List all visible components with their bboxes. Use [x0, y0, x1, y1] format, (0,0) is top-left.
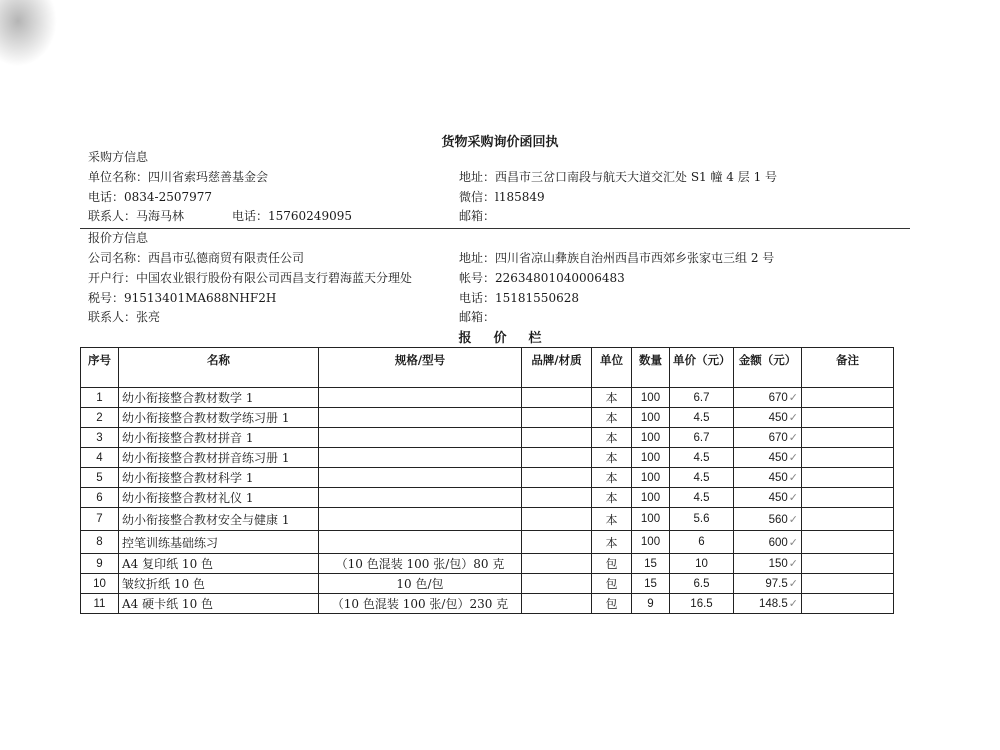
cell-amount [734, 488, 802, 508]
checkmark-icon: ✓ [788, 577, 798, 590]
cell-name: 幼小衔接整合教材科学 1 [119, 468, 319, 488]
cell-amount [734, 594, 802, 614]
amount-value: 97.5 [765, 578, 788, 590]
cell-name: A4 复印纸 10 色 [119, 554, 319, 574]
cell-unit: 本 [592, 448, 632, 468]
cell-unit: 本 [592, 408, 632, 428]
cell-qty: 100 [632, 408, 670, 428]
quote-heading: 报价栏 [458, 331, 564, 346]
cell-price: 16.5 [670, 594, 734, 614]
cell-amount [734, 468, 802, 488]
checkmark-icon: ✓ [788, 411, 798, 424]
header-note: 备注 [802, 348, 894, 388]
cell-qty: 100 [632, 468, 670, 488]
table-row [81, 531, 894, 554]
cell-brand [522, 594, 592, 614]
document-title: 货物采购询价函回执 [441, 135, 559, 150]
cell-spec: （10 色混装 100 张/包）230 克 [319, 594, 522, 614]
quoter-tax-id: 税号：91513401MA688NHF2H [88, 291, 277, 305]
quoter-account: 帐号：22634801040006483 [459, 271, 625, 285]
cell-seq: 9 [81, 554, 119, 574]
buyer-contact: 联系人：马海马林 [88, 209, 185, 223]
cell-brand [522, 554, 592, 574]
buyer-wechat: 微信：l185849 [459, 190, 545, 204]
cell-unit: 本 [592, 428, 632, 448]
cell-price: 10 [670, 554, 734, 574]
cell-note [802, 488, 894, 508]
cell-seq: 10 [81, 574, 119, 594]
checkmark-icon: ✓ [788, 391, 798, 404]
buyer-phone: 电话：0834-2507977 [88, 190, 213, 204]
cell-qty: 100 [632, 448, 670, 468]
cell-qty: 100 [632, 508, 670, 531]
cell-note [802, 574, 894, 594]
buyer-unit-name: 单位名称：四川省索玛慈善基金会 [88, 170, 269, 184]
cell-price: 6.7 [670, 388, 734, 408]
amount-value: 450 [768, 492, 788, 504]
cell-note [802, 531, 894, 554]
cell-spec [319, 488, 522, 508]
cell-name: 幼小衔接整合教材安全与健康 1 [119, 508, 319, 531]
cell-brand [522, 428, 592, 448]
cell-unit: 本 [592, 488, 632, 508]
amount-value: 150 [768, 558, 788, 570]
cell-price: 6.5 [670, 574, 734, 594]
quoter-email: 邮箱： [459, 310, 496, 324]
quoter-bank: 开户行：中国农业银行股份有限公司西昌支行碧海蓝天分理处 [88, 271, 413, 285]
scan-smudge [0, 0, 60, 70]
cell-brand [522, 388, 592, 408]
cell-price: 6 [670, 531, 734, 554]
checkmark-icon: ✓ [788, 512, 798, 526]
cell-name: A4 硬卡纸 10 色 [119, 594, 319, 614]
quoter-heading: 报价方信息 [88, 231, 149, 245]
cell-unit: 本 [592, 508, 632, 531]
table-row [81, 488, 894, 508]
table-row [81, 428, 894, 448]
cell-amount [734, 388, 802, 408]
cell-note [802, 448, 894, 468]
cell-note [802, 594, 894, 614]
table-row [81, 388, 894, 408]
cell-spec [319, 508, 522, 531]
buyer-contact-phone: 电话：15760249095 [232, 209, 352, 223]
cell-note [802, 428, 894, 448]
checkmark-icon: ✓ [788, 491, 798, 504]
cell-unit: 本 [592, 531, 632, 554]
cell-name: 控笔训练基础练习 [119, 531, 319, 554]
cell-brand [522, 508, 592, 531]
cell-price: 5.6 [670, 508, 734, 531]
cell-spec [319, 428, 522, 448]
quoter-contact: 联系人：张亮 [88, 310, 161, 324]
amount-value: 450 [768, 452, 788, 464]
table-row [81, 408, 894, 428]
header-price: 单价（元） [670, 348, 734, 388]
table-row [81, 508, 894, 531]
cell-name: 幼小衔接整合教材礼仪 1 [119, 488, 319, 508]
quote-table [80, 347, 894, 614]
quoter-phone: 电话：15181550628 [459, 291, 579, 305]
header-name: 名称 [119, 348, 319, 388]
cell-spec [319, 448, 522, 468]
cell-unit: 包 [592, 574, 632, 594]
cell-brand [522, 408, 592, 428]
cell-seq: 8 [81, 531, 119, 554]
cell-name: 皱纹折纸 10 色 [119, 574, 319, 594]
header-spec: 规格/型号 [319, 348, 522, 388]
cell-spec [319, 388, 522, 408]
table-row [81, 574, 894, 594]
cell-brand [522, 531, 592, 554]
cell-name: 幼小衔接整合教材拼音 1 [119, 428, 319, 448]
buyer-email: 邮箱： [459, 209, 496, 223]
quote-table-body [81, 388, 894, 614]
cell-price: 4.5 [670, 468, 734, 488]
quoter-company: 公司名称：西昌市弘德商贸有限责任公司 [88, 251, 305, 265]
cell-brand [522, 488, 592, 508]
amount-value: 450 [768, 472, 788, 484]
quoter-address: 地址：四川省凉山彝族自治州西昌市西郊乡张家屯三组 2 号 [459, 251, 775, 265]
cell-seq: 1 [81, 388, 119, 408]
cell-unit: 本 [592, 388, 632, 408]
amount-value: 670 [768, 432, 788, 444]
header-qty: 数量 [632, 348, 670, 388]
cell-note [802, 388, 894, 408]
cell-amount [734, 531, 802, 554]
cell-spec [319, 468, 522, 488]
cell-spec [319, 531, 522, 554]
cell-seq: 3 [81, 428, 119, 448]
cell-qty: 100 [632, 428, 670, 448]
table-row [81, 448, 894, 468]
table-row [81, 468, 894, 488]
cell-amount [734, 574, 802, 594]
cell-price: 4.5 [670, 448, 734, 468]
checkmark-icon: ✓ [788, 535, 798, 549]
cell-amount [734, 428, 802, 448]
amount-value: 148.5 [759, 598, 788, 610]
checkmark-icon: ✓ [788, 451, 798, 464]
cell-amount [734, 408, 802, 428]
cell-unit: 包 [592, 554, 632, 574]
cell-name: 幼小衔接整合教材拼音练习册 1 [119, 448, 319, 468]
cell-qty: 100 [632, 531, 670, 554]
cell-qty: 15 [632, 574, 670, 594]
cell-brand [522, 448, 592, 468]
cell-brand [522, 468, 592, 488]
table-row [81, 554, 894, 574]
cell-name: 幼小衔接整合教材数学 1 [119, 388, 319, 408]
cell-unit: 本 [592, 468, 632, 488]
buyer-address: 地址：西昌市三岔口南段与航天大道交汇处 S1 幢 4 层 1 号 [459, 170, 778, 184]
cell-seq: 11 [81, 594, 119, 614]
checkmark-icon: ✓ [788, 431, 798, 444]
header-brand: 品牌/材质 [522, 348, 592, 388]
section-divider [80, 228, 910, 229]
amount-value: 670 [768, 392, 788, 404]
checkmark-icon: ✓ [788, 471, 798, 484]
cell-amount [734, 448, 802, 468]
cell-seq: 2 [81, 408, 119, 428]
cell-amount [734, 554, 802, 574]
amount-value: 560 [768, 513, 788, 526]
cell-seq: 7 [81, 508, 119, 531]
header-seq: 序号 [81, 348, 119, 388]
cell-price: 4.5 [670, 408, 734, 428]
cell-price: 6.7 [670, 428, 734, 448]
checkmark-icon: ✓ [788, 557, 798, 570]
header-amount: 金额（元） [734, 348, 802, 388]
cell-spec: 10 色/包 [319, 574, 522, 594]
cell-seq: 5 [81, 468, 119, 488]
header-unit: 单位 [592, 348, 632, 388]
cell-qty: 100 [632, 488, 670, 508]
amount-value: 450 [768, 412, 788, 424]
buyer-heading: 采购方信息 [88, 150, 149, 164]
amount-value: 600 [768, 536, 788, 549]
cell-qty: 9 [632, 594, 670, 614]
cell-note [802, 554, 894, 574]
cell-note [802, 468, 894, 488]
cell-unit: 包 [592, 594, 632, 614]
table-header-row [81, 348, 894, 388]
cell-seq: 6 [81, 488, 119, 508]
cell-spec [319, 408, 522, 428]
cell-spec: （10 色混装 100 张/包）80 克 [319, 554, 522, 574]
table-row [81, 594, 894, 614]
cell-seq: 4 [81, 448, 119, 468]
checkmark-icon: ✓ [788, 597, 798, 610]
cell-amount [734, 508, 802, 531]
cell-qty: 100 [632, 388, 670, 408]
cell-note [802, 408, 894, 428]
cell-qty: 15 [632, 554, 670, 574]
cell-name: 幼小衔接整合教材数学练习册 1 [119, 408, 319, 428]
cell-note [802, 508, 894, 531]
cell-price: 4.5 [670, 488, 734, 508]
cell-brand [522, 574, 592, 594]
